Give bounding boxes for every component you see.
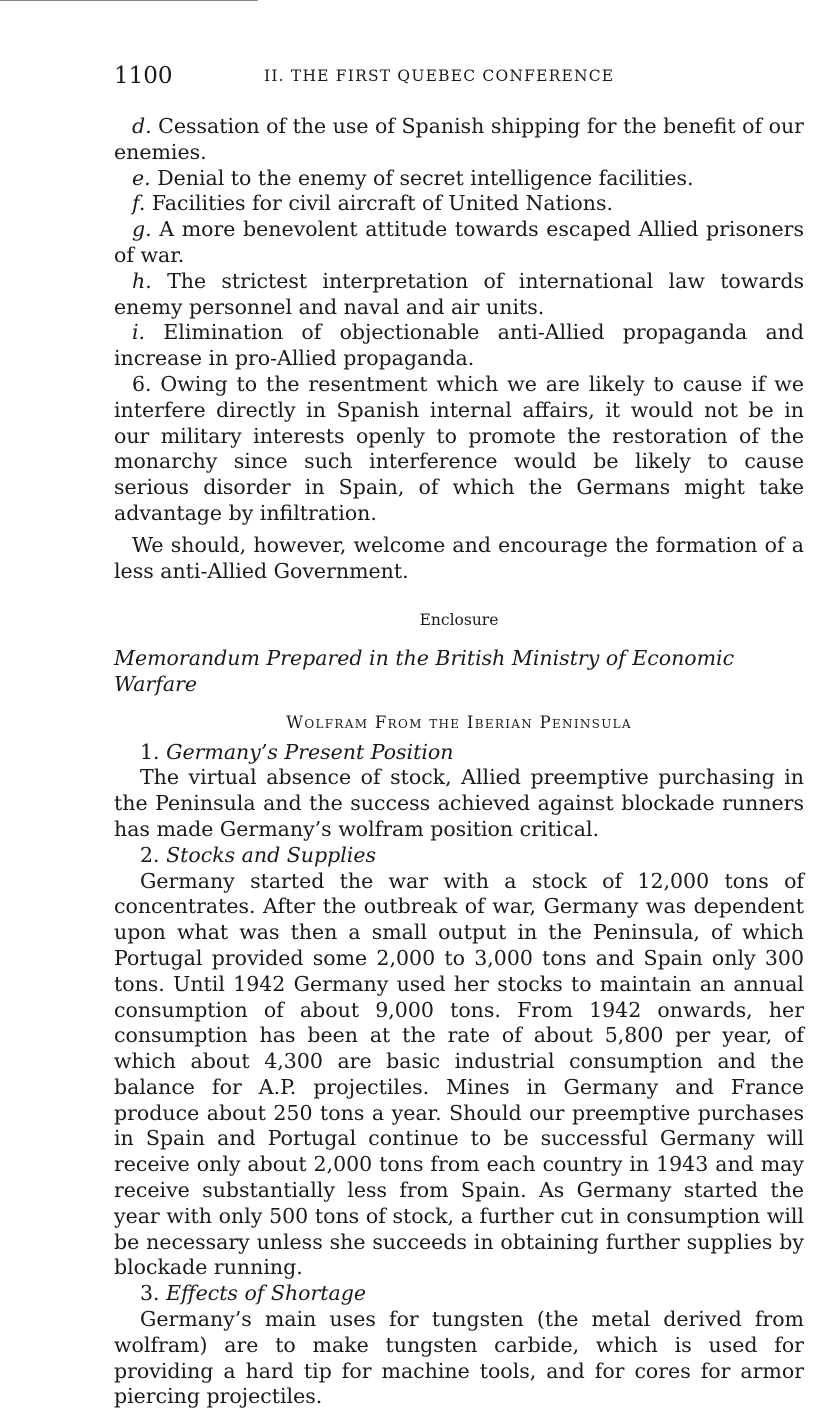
section-heading xyxy=(114,1281,804,1307)
item-letter: e. xyxy=(132,165,151,190)
section-number: 3. xyxy=(140,1281,160,1306)
memo-section-3 xyxy=(114,1281,804,1410)
section-number: 1. xyxy=(140,739,160,764)
paragraph-welcome: We should, however, welcome and encourage the formation of a less anti-Allied Government. xyxy=(114,532,804,583)
section-title: Effects of Shortage xyxy=(166,1281,367,1306)
paragraph-6: 6. Owing to the resentment which we are likely to cause if we interfere directly in Spanish internal affairs, it would not be in our military interests openly to promote the restoration of the monarchy since such interference would be likely to cause serious disorder in Spain, of which the Germans might take advantage by infiltration. xyxy=(114,371,804,525)
memo-section-1 xyxy=(114,740,804,843)
item-letter: d. xyxy=(132,114,152,138)
item-letter: i. xyxy=(132,320,146,345)
section-title: Stocks and Supplies xyxy=(166,842,376,867)
list-item-i xyxy=(114,320,804,372)
memo-subject: Wolfram From the Iberian Peninsula xyxy=(286,712,632,732)
item-text: The strictest interpretation of international law towards enemy personnel and naval and air units. xyxy=(114,268,804,319)
list-item-d xyxy=(114,114,804,166)
list-item-f xyxy=(114,191,804,217)
page-number: 1100 xyxy=(114,63,173,89)
item-text: Denial to the enemy of secret intelligence facilities. xyxy=(157,165,694,190)
running-head: II. THE FIRST QUEBEC CONFERENCE xyxy=(264,67,615,85)
item-letter: f. xyxy=(132,191,146,216)
section-title: Germany’s Present Position xyxy=(166,739,454,764)
scan-edge-rule xyxy=(0,0,258,1)
item-text: Elimination of objectionable anti-Allied propaganda and increase in pro-Allied propaganda. xyxy=(114,320,804,371)
list-item-g xyxy=(114,217,804,269)
item-text: Cessation of the use of Spanish shipping for the benefit of our enemies. xyxy=(114,114,804,164)
section-body: Germany started the war with a stock of 12,000 tons of concentrates. After the outbreak of war, Germany was dependent upon what was then a small output in the Peninsula, of which Portugal provided some 2,000 to 3,000 tons and Spain only 300 tons. Until 1942 Germany used her stocks to maintain an annual consumption of about 9,000 tons. From 1942 onwards, her consumption has been at the rate of about 5,800 per year, of which about 4,300 are basic industrial consumption and the balance for A.P. projectiles. Mines in Germany and France produce about 250 tons a year. Should our preemptive purchases in Spain and Portugal continue to be successful Germany will receive only about 2,000 tons from each country in 1943 and may receive substantially less from Spain. As Germany started the year with only 500 tons of stock, a further cut in consumption will be necessary unless she succeeds in obtaining further supplies by blockade running. xyxy=(114,868,804,1280)
memo-title: Memorandum Prepared in the British Ministry of Economic Warfare xyxy=(114,646,735,696)
section-number: 2. xyxy=(140,842,160,867)
section-body: The virtual absence of stock, Allied preemptive purchasing in the Peninsula and the success achieved against blockade runners has made Germany’s wolfram position critical. xyxy=(114,765,804,841)
item-text: Facilities for civil aircraft of United Nations. xyxy=(151,191,614,216)
enclosure-label: Enclosure xyxy=(419,611,499,630)
page-header xyxy=(114,58,804,92)
section-body: Germany’s main uses for tungsten (the metal derived from wolfram) are to make tungsten carbide, which is used for providing a hard tip for machine tools, and for cores for armor piercing projectiles. xyxy=(114,1307,804,1409)
document-page xyxy=(114,58,804,1410)
lettered-list xyxy=(114,114,804,372)
item-text: A more benevolent attitude towards escaped Allied prisoners of war. xyxy=(114,217,804,267)
section-heading xyxy=(114,843,804,869)
item-letter: g. xyxy=(132,217,152,242)
memo-section-2 xyxy=(114,843,804,1282)
list-item-e xyxy=(114,166,804,192)
section-heading xyxy=(114,740,804,766)
item-letter: h. xyxy=(132,268,152,293)
list-item-h xyxy=(114,269,804,321)
